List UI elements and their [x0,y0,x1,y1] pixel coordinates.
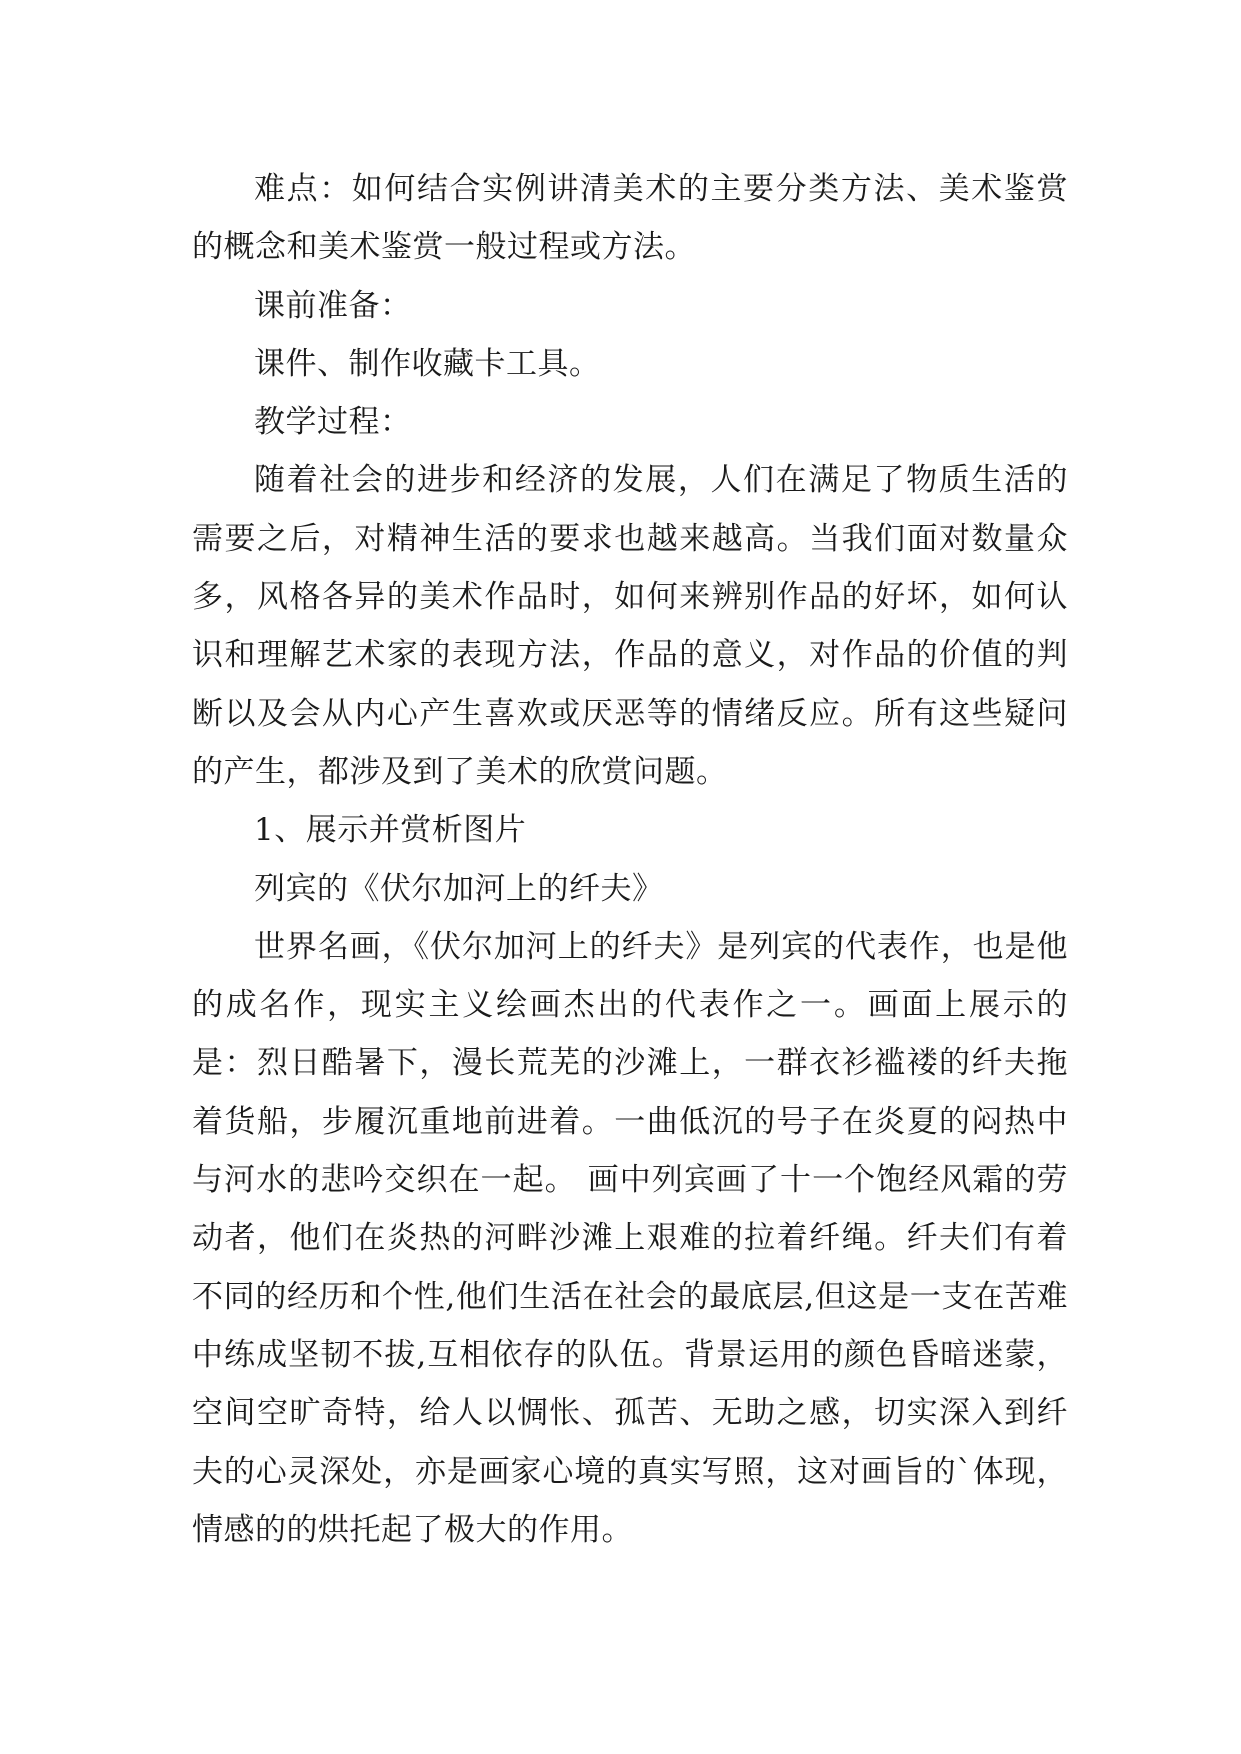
paragraph-process-heading: 教学过程： [254,404,412,441]
paragraph-difficulty: 难点：如何结合实例讲清美术的主要分类方法、美术鉴赏的概念和美术鉴赏一般过程或方法。 [192,171,1068,266]
document-body [192,160,1068,1559]
paragraph-artwork-analysis: 世界名画，《伏尔加河上的纤夫》是列宾的代表作，也是他的成名作，现实主义绘画杰出的代表作之一。画面上展示的是：烈日酷暑下，漫长荒芜的沙滩上，一群衣衫褴褛的纤夫拖着货船，步履沉重地前进着。一曲低沉的号子在炎夏的闷热中与河水的悲吟交织在一起。 画中列宾画了十一个饱经风霜的劳动者，他们在炎热的河畔沙滩上艰难的拉着纤绳。纤夫们有着不同的经历和个性,他们生活在社会的最底层,但这是一支在苦难中练成坚韧不拔,互相依存的队伍。背景运用的颜色昏暗迷蒙，空间空旷奇特，给人以惆怅、孤苦、无助之感，切实深入到纤夫的心灵深处，亦是画家心境的真实写照，这对画旨的`体现，情感的的烘托起了极大的作用。 [192,928,1068,1548]
paragraph-introduction: 随着社会的进步和经济的发展，人们在满足了物质生活的需要之后，对精神生活的要求也越来越高。当我们面对数量众多，风格各异的美术作品时，如何来辨别作品的好坏，如何认识和理解艺术家的表现方法，作品的意义，对作品的价值的判断以及会从内心产生喜欢或厌恶等的情绪反应。所有这些疑问的产生，都涉及到了美术的欣赏问题。 [192,462,1068,790]
paragraph-step-1: 1、展示并赏析图片 [254,812,527,849]
paragraph-artwork-title: 列宾的《伏尔加河上的纤夫》 [254,870,664,907]
paragraph-preparation-items: 课件、制作收藏卡工具。 [254,345,601,382]
paragraph-preparation-heading: 课前准备： [254,287,412,324]
